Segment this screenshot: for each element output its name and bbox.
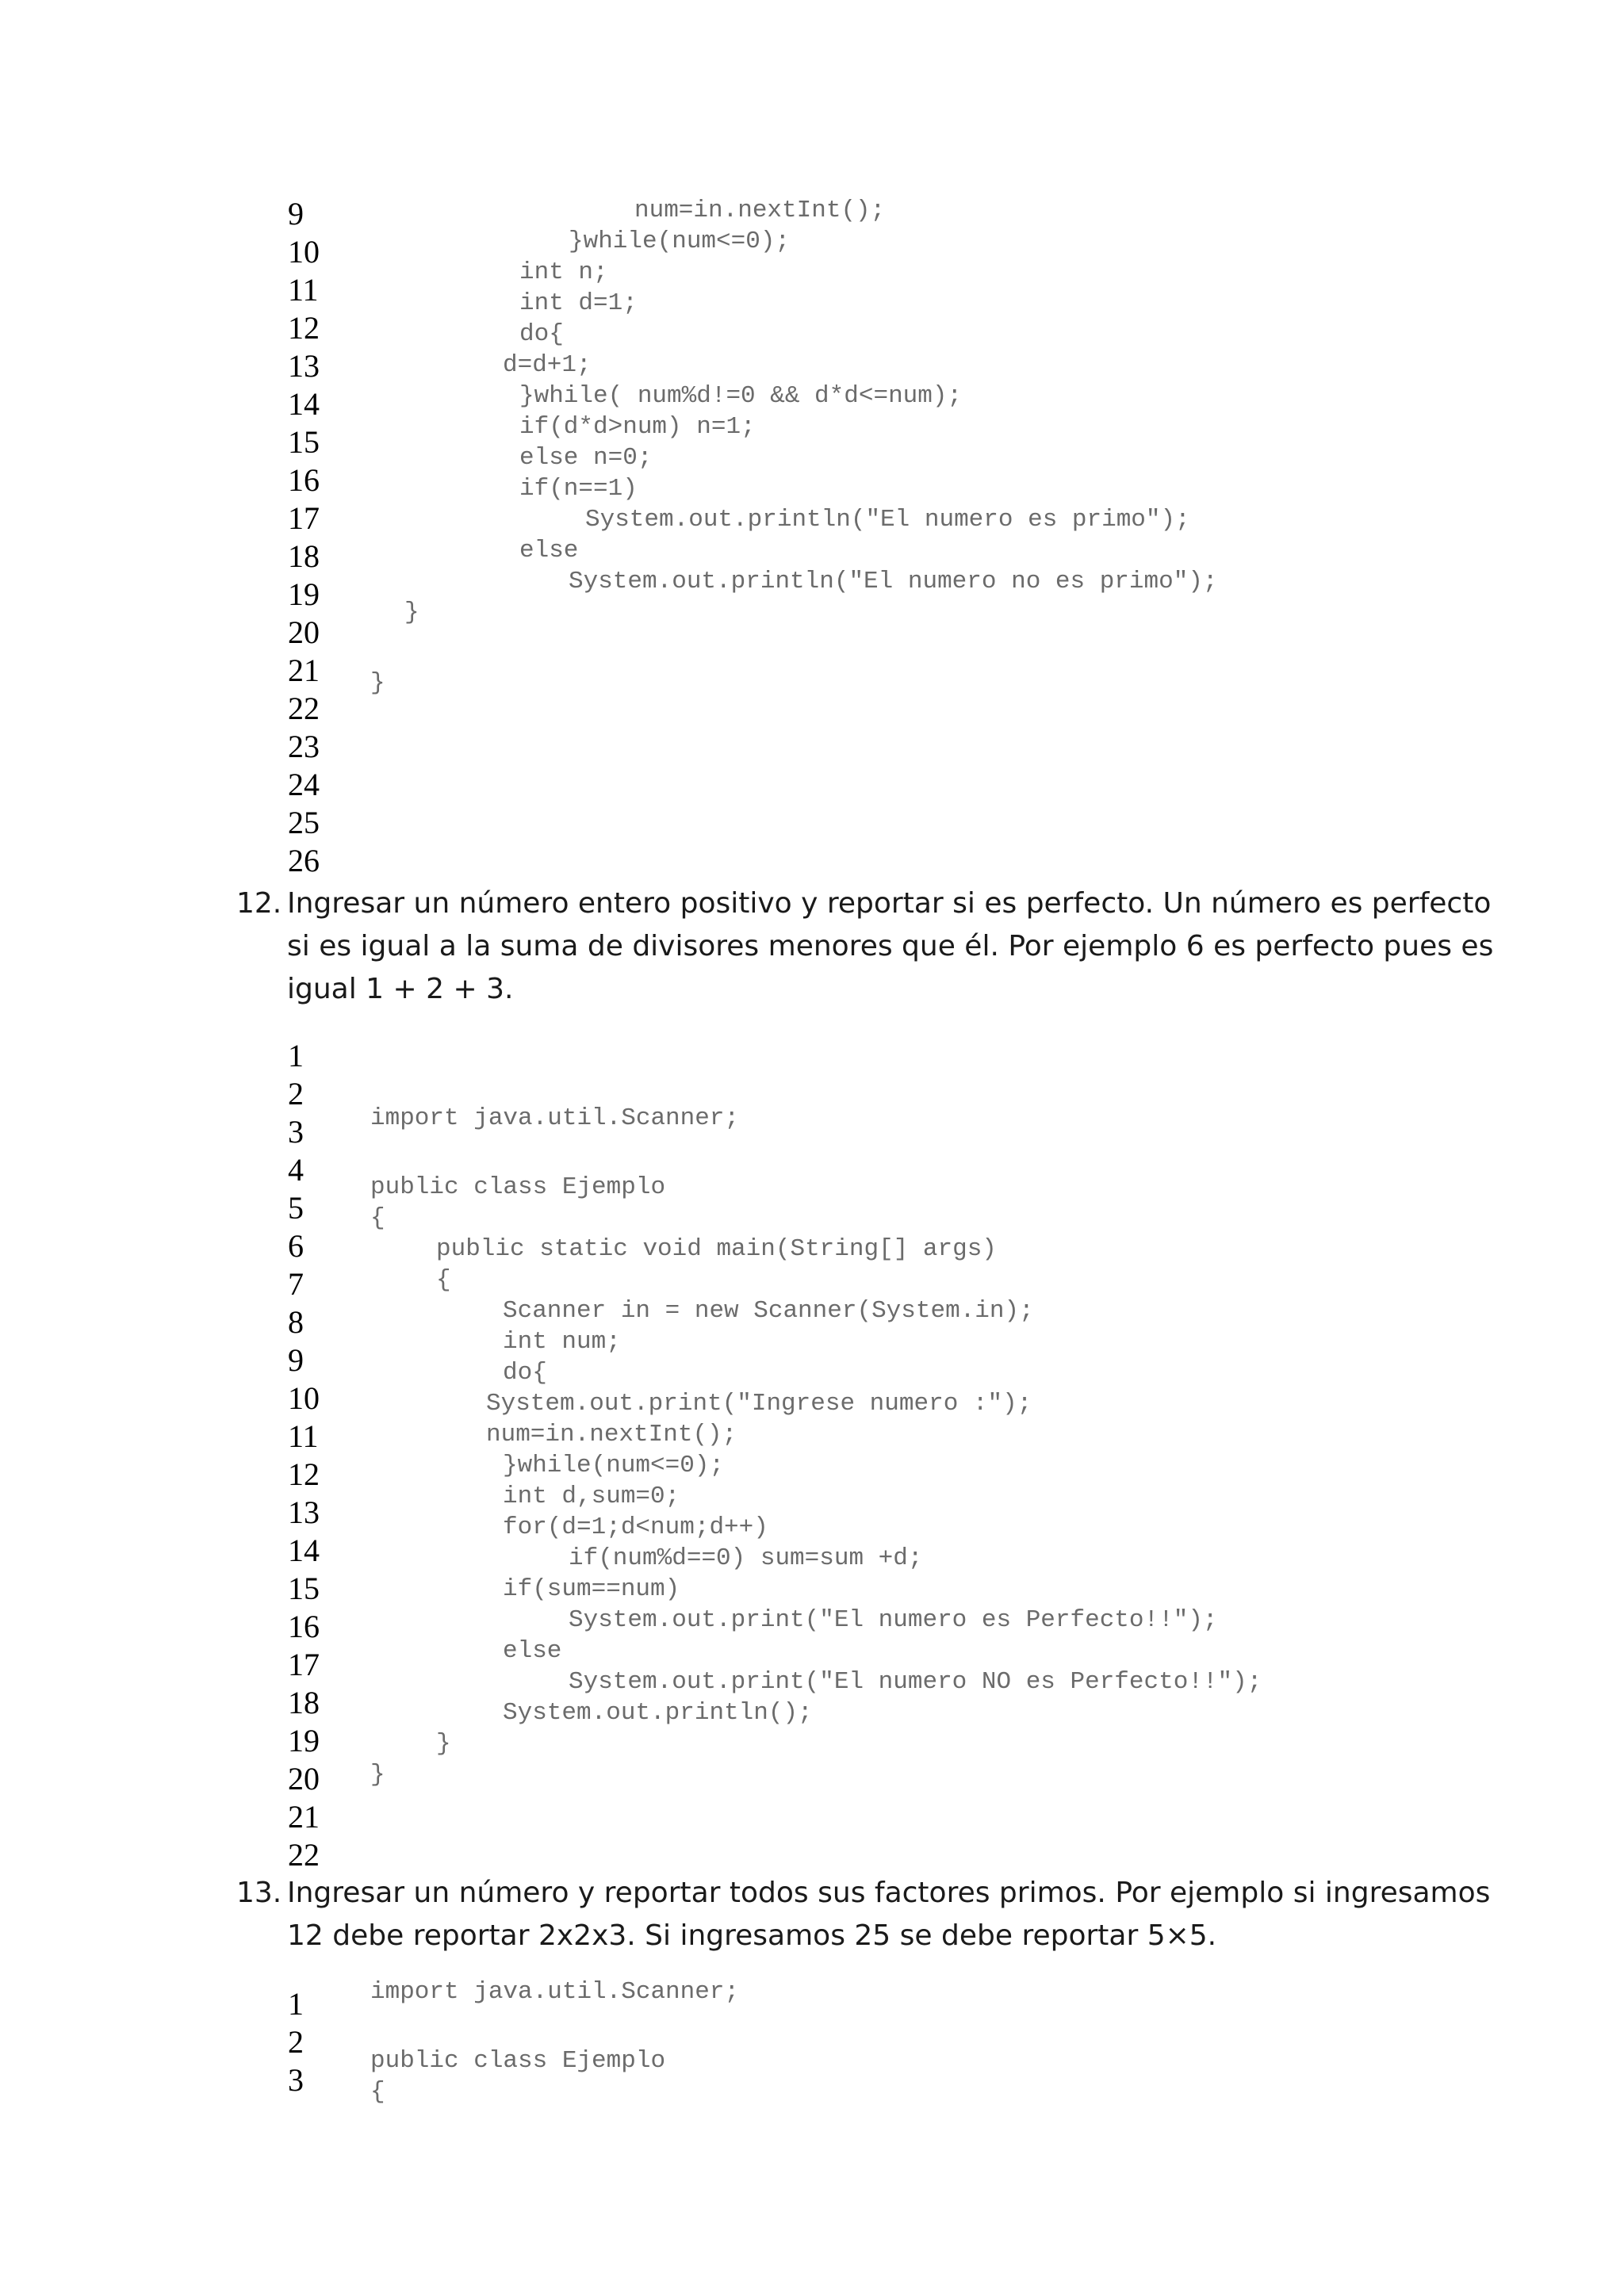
- line-number: 1: [288, 1986, 304, 2022]
- line-number: 1: [288, 1038, 304, 1073]
- line-number: 26: [288, 843, 320, 878]
- line-number: 2: [288, 1076, 304, 1112]
- line-number: 11: [288, 1418, 319, 1454]
- code-line: if(n==1): [519, 475, 638, 503]
- line-number: 6: [288, 1228, 304, 1264]
- code-line: }while( num%d!=0 && d*d<=num);: [519, 382, 963, 410]
- code-line: for(d=1;d<num;d++): [503, 1513, 768, 1541]
- line-number: 15: [288, 424, 320, 460]
- line-number: 22: [288, 691, 320, 726]
- code-line: {: [370, 2078, 385, 2106]
- list-number: 12.: [236, 887, 282, 920]
- paragraph-line: si es igual a la suma de divisores menores que él. Por ejemplo 6 es perfecto pues es: [287, 930, 1494, 962]
- code-line: do{: [503, 1359, 547, 1387]
- paragraph-line: Ingresar un número entero positivo y reportar si es perfecto. Un número es perfecto: [287, 887, 1492, 920]
- line-number: 4: [288, 1152, 304, 1188]
- code-line: System.out.print("Ingrese numero :");: [486, 1390, 1032, 1418]
- code-line: int d=1;: [519, 289, 638, 317]
- code-line: if(sum==num): [503, 1575, 680, 1603]
- code-line: if(d*d>num) n=1;: [519, 413, 756, 441]
- line-number: 21: [288, 1799, 320, 1835]
- code-line: }: [436, 1730, 451, 1758]
- line-number: 23: [288, 729, 320, 764]
- code-line: do{: [519, 320, 564, 348]
- code-line: System.out.println("El numero no es primo");: [569, 568, 1218, 595]
- line-number: 14: [288, 386, 320, 422]
- line-number: 2: [288, 2024, 304, 2060]
- line-number: 3: [288, 1114, 304, 1150]
- code-line: System.out.print("El numero es Perfecto!!");: [569, 1606, 1218, 1634]
- code-line: int num;: [503, 1328, 621, 1356]
- code-line: public static void main(String[] args): [436, 1235, 997, 1263]
- code-line: d=d+1;: [503, 351, 592, 379]
- code-line: int d,sum=0;: [503, 1483, 680, 1510]
- line-number: 25: [288, 805, 320, 840]
- code-line: else: [519, 537, 579, 564]
- line-number: 13: [288, 348, 320, 384]
- code-line: public class Ejemplo: [370, 1173, 666, 1201]
- paragraph-line: igual 1 + 2 + 3.: [287, 973, 514, 1005]
- code-line: import java.util.Scanner;: [370, 1104, 740, 1132]
- code-line: public class Ejemplo: [370, 2047, 666, 2075]
- code-line: }while(num<=0);: [569, 228, 791, 255]
- line-number: 3: [288, 2062, 304, 2098]
- code-line: else n=0;: [519, 444, 653, 472]
- line-number: 16: [288, 462, 320, 498]
- line-number: 17: [288, 500, 320, 536]
- paragraph-line: 12 debe reportar 2x2x3. Si ingresamos 25 se debe reportar 5×5.: [287, 1919, 1217, 1952]
- code-line: num=in.nextInt();: [486, 1421, 737, 1448]
- line-number: 11: [288, 272, 319, 308]
- line-number: 14: [288, 1533, 320, 1568]
- code-line: int n;: [519, 258, 608, 286]
- line-number: 21: [288, 652, 320, 688]
- line-number: 18: [288, 538, 320, 574]
- list-number: 13.: [236, 1877, 282, 1909]
- line-number: 9: [288, 1342, 304, 1378]
- code-line: if(num%d==0) sum=sum +d;: [569, 1544, 923, 1572]
- code-line: Scanner in = new Scanner(System.in);: [503, 1297, 1034, 1325]
- line-number: 7: [288, 1266, 304, 1302]
- code-line: else: [503, 1637, 562, 1665]
- line-number: 20: [288, 614, 320, 650]
- code-line: }: [370, 1761, 385, 1789]
- code-line: }: [404, 599, 419, 626]
- line-number: 15: [288, 1571, 320, 1606]
- line-number: 9: [288, 196, 304, 232]
- line-number: 10: [288, 1380, 320, 1416]
- line-number: 18: [288, 1685, 320, 1720]
- line-number: 8: [288, 1304, 304, 1340]
- code-line: System.out.println("El numero es primo");: [585, 506, 1190, 534]
- code-line: System.out.print("El numero NO es Perfecto!!");: [569, 1668, 1262, 1696]
- line-number: 19: [288, 576, 320, 612]
- line-number: 19: [288, 1723, 320, 1758]
- line-number: 20: [288, 1761, 320, 1797]
- code-line: }while(num<=0);: [503, 1452, 725, 1479]
- line-number: 12: [288, 1456, 320, 1492]
- line-number: 13: [288, 1494, 320, 1530]
- code-line: System.out.println();: [503, 1699, 813, 1727]
- code-line: import java.util.Scanner;: [370, 1978, 740, 2006]
- line-number: 12: [288, 310, 320, 346]
- line-number: 16: [288, 1609, 320, 1644]
- line-number: 10: [288, 234, 320, 270]
- code-line: num=in.nextInt();: [634, 197, 886, 224]
- line-number: 17: [288, 1647, 320, 1682]
- code-line: }: [370, 669, 385, 697]
- line-number: 24: [288, 767, 320, 802]
- code-line: {: [436, 1266, 451, 1294]
- paragraph-line: Ingresar un número y reportar todos sus factores primos. Por ejemplo si ingresamos: [287, 1877, 1491, 1909]
- line-number: 22: [288, 1837, 320, 1873]
- line-number: 5: [288, 1190, 304, 1226]
- code-line: {: [370, 1204, 385, 1232]
